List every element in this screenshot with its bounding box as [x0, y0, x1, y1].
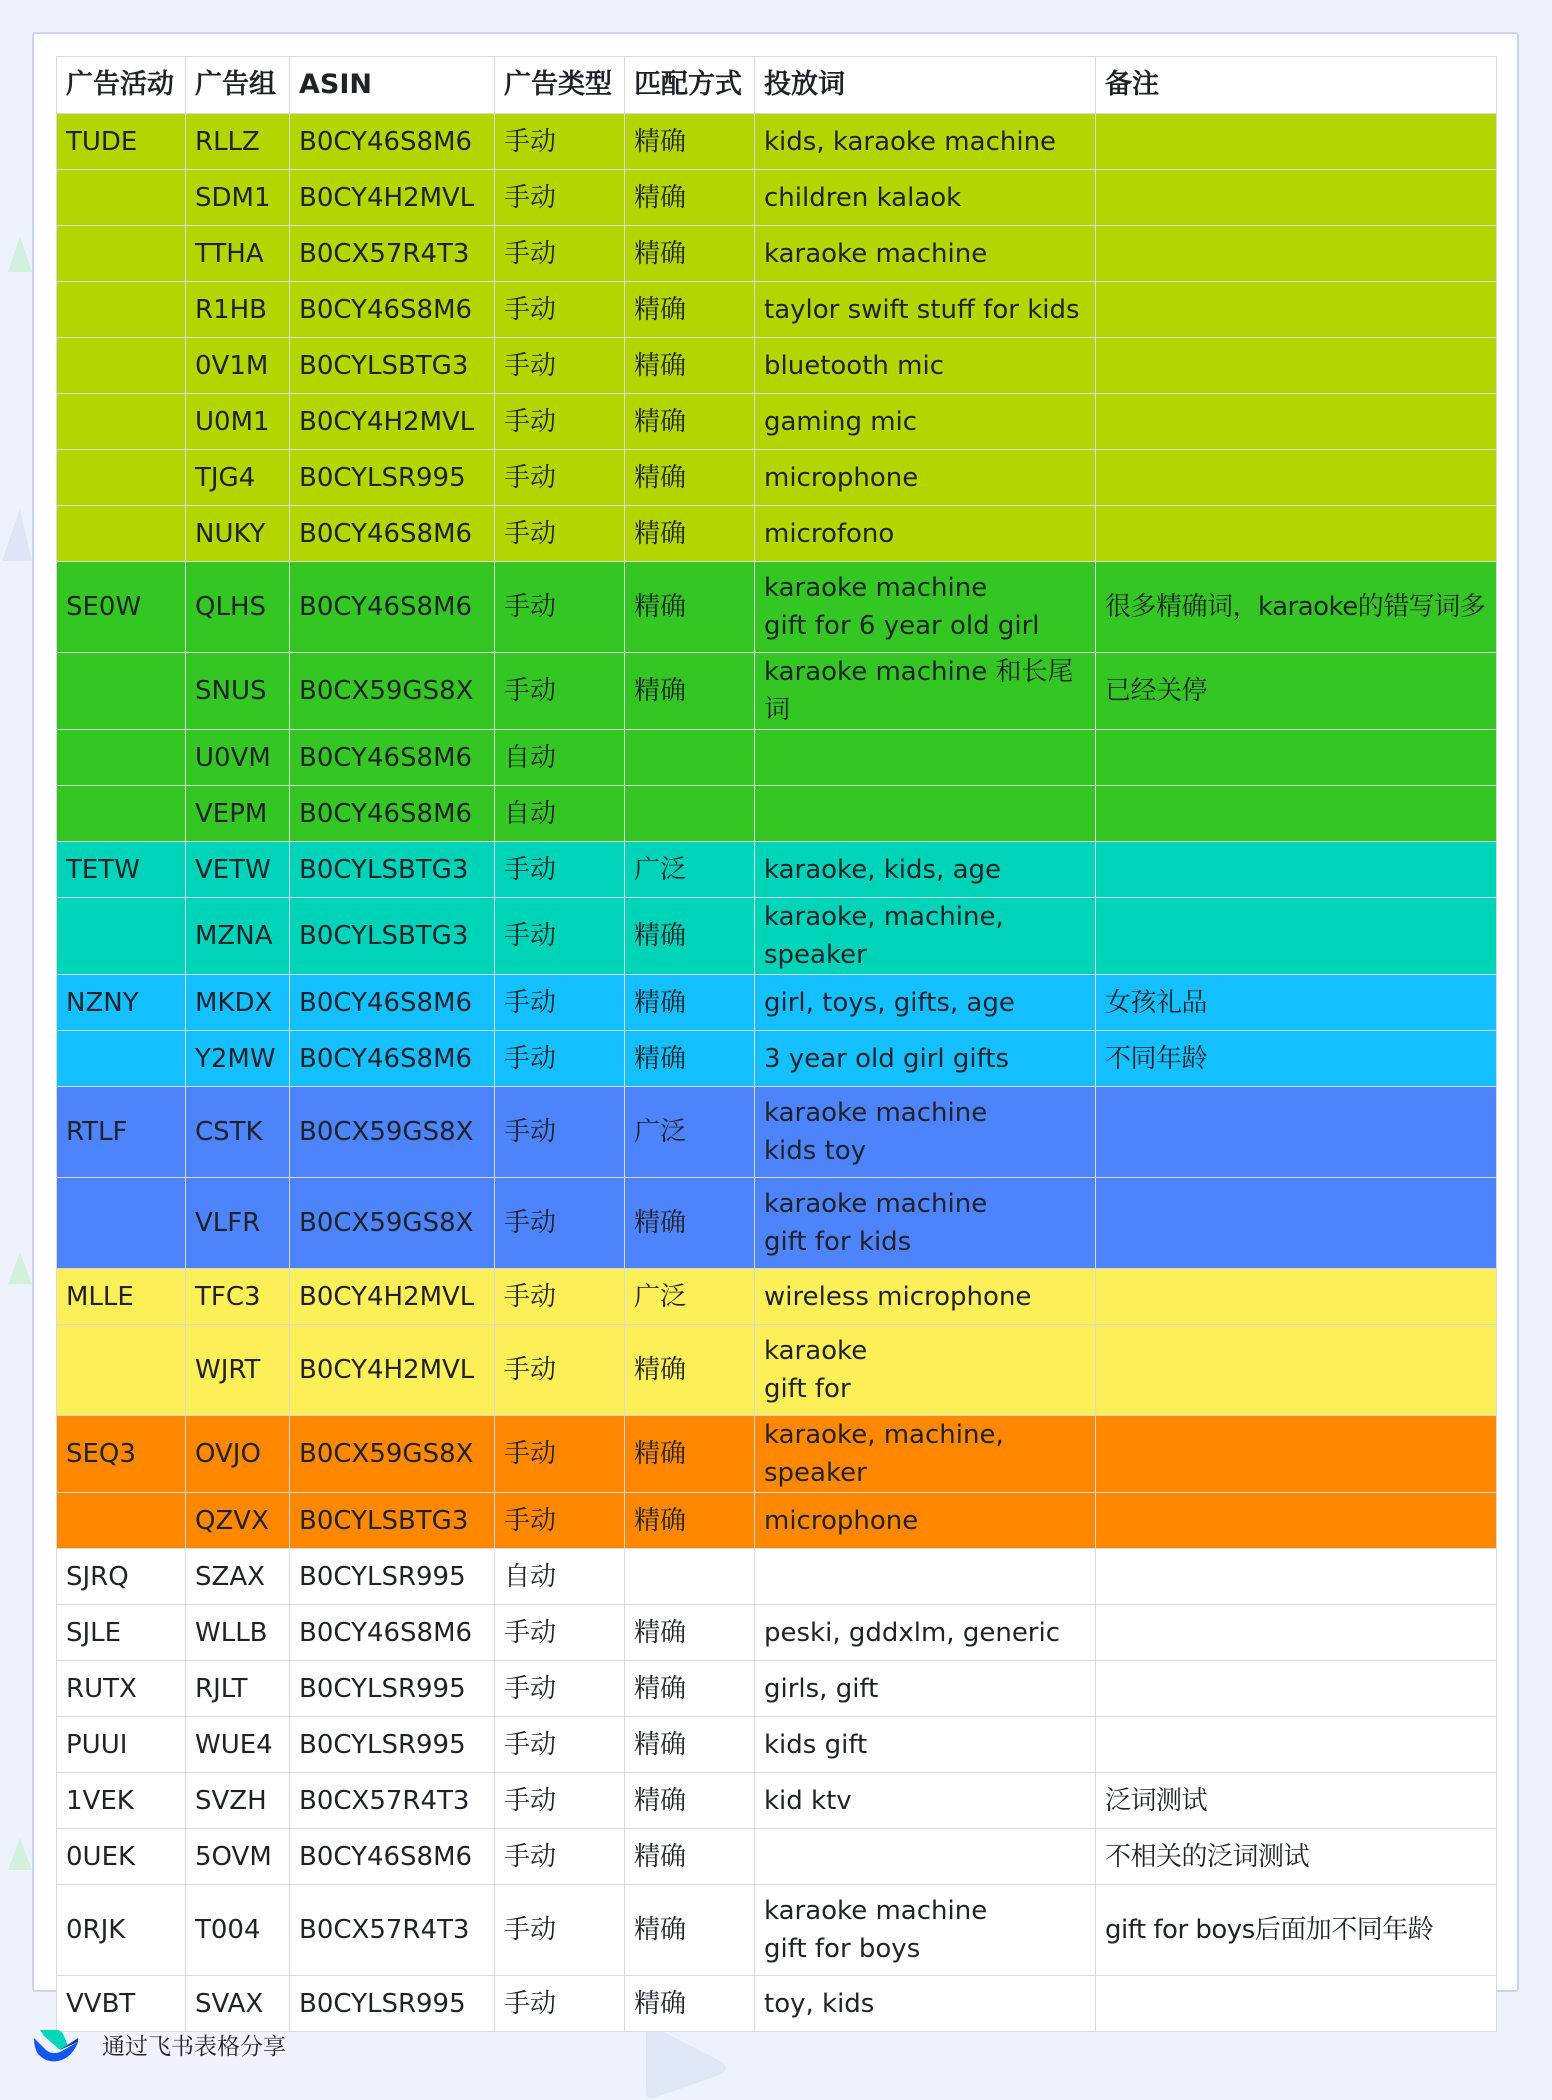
cell-match-type[interactable]: 精确: [625, 226, 755, 282]
cell-ad-group[interactable]: WUE4: [186, 1717, 290, 1773]
cell-match-type[interactable]: 精确: [625, 1976, 755, 2032]
cell-keywords[interactable]: wireless microphone: [755, 1269, 1096, 1325]
cell-asin[interactable]: B0CX57R4T3: [290, 226, 495, 282]
cell-ad-type[interactable]: 手动: [495, 1269, 625, 1325]
cell-ad-type[interactable]: 手动: [495, 1493, 625, 1549]
table-row: [57, 1325, 1497, 1416]
cell-note[interactable]: [1096, 506, 1497, 562]
cell-ad-type[interactable]: 手动: [495, 653, 625, 730]
cell-ad-group[interactable]: QZVX: [186, 1493, 290, 1549]
cell-match-type[interactable]: 精确: [625, 114, 755, 170]
cell-keywords[interactable]: karaoke machine 和长尾词: [755, 653, 1096, 730]
share-footer-text: 通过飞书表格分享: [102, 2033, 286, 2060]
cell-ad-group[interactable]: U0M1: [186, 394, 290, 450]
cell-note[interactable]: [1096, 730, 1497, 786]
cell-campaign[interactable]: TUDE: [57, 114, 186, 170]
table-row: [57, 1416, 1497, 1493]
cell-ad-group[interactable]: 5OVM: [186, 1829, 290, 1885]
table-row: [57, 1605, 1497, 1661]
cell-asin[interactable]: B0CX57R4T3: [290, 1773, 495, 1829]
cell-keywords[interactable]: karaoke, machine, speaker: [755, 898, 1096, 975]
header-notes[interactable]: 备注: [1096, 57, 1497, 114]
cell-match-type[interactable]: 精确: [625, 1773, 755, 1829]
cell-campaign[interactable]: [57, 786, 186, 842]
cell-keywords[interactable]: [755, 1829, 1096, 1885]
cell-match-type[interactable]: 精确: [625, 338, 755, 394]
cell-match-type[interactable]: 精确: [625, 394, 755, 450]
cell-campaign[interactable]: [57, 1031, 186, 1087]
cell-note[interactable]: [1096, 1976, 1497, 2032]
table-row: [57, 1661, 1497, 1717]
cell-keywords[interactable]: toy, kids: [755, 1976, 1096, 2032]
cell-keywords[interactable]: [755, 730, 1096, 786]
table-row: [57, 1031, 1497, 1087]
cell-asin[interactable]: B0CYLSR995: [290, 450, 495, 506]
table-row: [57, 1773, 1497, 1829]
cell-ad-type[interactable]: 手动: [495, 1605, 625, 1661]
table-row: [57, 1885, 1497, 1976]
cell-asin[interactable]: B0CY4H2MVL: [290, 394, 495, 450]
cell-keywords[interactable]: microfono: [755, 506, 1096, 562]
cell-asin[interactable]: B0CY4H2MVL: [290, 1269, 495, 1325]
cell-ad-group[interactable]: QLHS: [186, 562, 290, 653]
cell-asin[interactable]: B0CY4H2MVL: [290, 1325, 495, 1416]
cell-keywords[interactable]: bluetooth mic: [755, 338, 1096, 394]
cell-keywords[interactable]: [755, 786, 1096, 842]
cell-note[interactable]: [1096, 1325, 1497, 1416]
table-row: [57, 1717, 1497, 1773]
cell-note[interactable]: [1096, 842, 1497, 898]
cell-asin[interactable]: B0CX59GS8X: [290, 1087, 495, 1178]
table-row: [57, 730, 1497, 786]
table-row: [57, 170, 1497, 226]
cell-note[interactable]: 不相关的泛词测试: [1096, 1829, 1497, 1885]
header-campaign[interactable]: 广告活动: [57, 57, 186, 114]
cell-match-type[interactable]: 广泛: [625, 1269, 755, 1325]
cell-keywords[interactable]: peski, gddxlm, generic: [755, 1605, 1096, 1661]
cell-ad-group[interactable]: SDM1: [186, 170, 290, 226]
cell-campaign[interactable]: RTLF: [57, 1087, 186, 1178]
cell-match-type[interactable]: 精确: [625, 170, 755, 226]
cell-asin[interactable]: B0CX59GS8X: [290, 653, 495, 730]
cell-ad-type[interactable]: 手动: [495, 1717, 625, 1773]
table-row: [57, 282, 1497, 338]
cell-ad-group[interactable]: MKDX: [186, 975, 290, 1031]
bg-decoration-triangle-icon: [4, 1248, 34, 1288]
header-ad-group[interactable]: 广告组: [186, 57, 290, 114]
cell-keywords[interactable]: microphone: [755, 450, 1096, 506]
cell-ad-group[interactable]: RJLT: [186, 1661, 290, 1717]
cell-note[interactable]: 女孩礼品: [1096, 975, 1497, 1031]
cell-note[interactable]: [1096, 394, 1497, 450]
cell-match-type[interactable]: 精确: [625, 1031, 755, 1087]
cell-ad-type[interactable]: 手动: [495, 562, 625, 653]
cell-asin[interactable]: B0CY46S8M6: [290, 730, 495, 786]
cell-ad-type[interactable]: 手动: [495, 394, 625, 450]
cell-asin[interactable]: B0CY46S8M6: [290, 1031, 495, 1087]
cell-match-type[interactable]: 广泛: [625, 842, 755, 898]
cell-ad-group[interactable]: VLFR: [186, 1178, 290, 1269]
cell-ad-type[interactable]: 手动: [495, 114, 625, 170]
cell-ad-group[interactable]: VETW: [186, 842, 290, 898]
cell-match-type[interactable]: 精确: [625, 1493, 755, 1549]
cell-campaign[interactable]: [57, 450, 186, 506]
cell-campaign[interactable]: [57, 730, 186, 786]
cell-match-type[interactable]: 精确: [625, 282, 755, 338]
cell-ad-group[interactable]: TFC3: [186, 1269, 290, 1325]
cell-match-type[interactable]: 精确: [625, 653, 755, 730]
cell-ad-type[interactable]: 手动: [495, 1325, 625, 1416]
table-row: [57, 450, 1497, 506]
cell-campaign[interactable]: [57, 282, 186, 338]
cell-ad-type[interactable]: 手动: [495, 1661, 625, 1717]
cell-note[interactable]: [1096, 226, 1497, 282]
cell-asin[interactable]: B0CX59GS8X: [290, 1416, 495, 1493]
share-footer: [32, 2020, 286, 2068]
cell-keywords[interactable]: 3 year old girl gifts: [755, 1031, 1096, 1087]
cell-keywords[interactable]: girls, gift: [755, 1661, 1096, 1717]
cell-asin[interactable]: B0CY46S8M6: [290, 975, 495, 1031]
cell-ad-type[interactable]: 手动: [495, 226, 625, 282]
table-row: [57, 898, 1497, 975]
cell-note[interactable]: 已经关停: [1096, 653, 1497, 730]
cell-keywords[interactable]: kid ktv: [755, 1773, 1096, 1829]
cell-note[interactable]: [1096, 786, 1497, 842]
cell-campaign[interactable]: RUTX: [57, 1661, 186, 1717]
cell-match-type[interactable]: 精确: [625, 506, 755, 562]
cell-ad-type[interactable]: 手动: [495, 282, 625, 338]
cell-keywords[interactable]: children kalaok: [755, 170, 1096, 226]
cell-ad-type[interactable]: 手动: [495, 1087, 625, 1178]
cell-asin[interactable]: B0CY46S8M6: [290, 1829, 495, 1885]
cell-asin[interactable]: B0CYLSR995: [290, 1549, 495, 1605]
cell-asin[interactable]: B0CYLSBTG3: [290, 842, 495, 898]
cell-note[interactable]: [1096, 1717, 1497, 1773]
cell-ad-group[interactable]: Y2MW: [186, 1031, 290, 1087]
cell-campaign[interactable]: [57, 1325, 186, 1416]
table-row: [57, 114, 1497, 170]
table-row: [57, 226, 1497, 282]
cell-campaign[interactable]: [57, 1493, 186, 1549]
cell-ad-type[interactable]: 手动: [495, 1773, 625, 1829]
cell-note[interactable]: [1096, 1493, 1497, 1549]
cell-ad-group[interactable]: RLLZ: [186, 114, 290, 170]
cell-ad-group[interactable]: MZNA: [186, 898, 290, 975]
cell-campaign[interactable]: [57, 1178, 186, 1269]
cell-ad-type[interactable]: 手动: [495, 898, 625, 975]
cell-ad-type[interactable]: 手动: [495, 1178, 625, 1269]
cell-keywords[interactable]: karaoke machine kids toy: [755, 1087, 1096, 1178]
table-row: [57, 842, 1497, 898]
ad-campaign-table: [56, 56, 1497, 2032]
cell-keywords[interactable]: girl, toys, gifts, age: [755, 975, 1096, 1031]
cell-note[interactable]: gift for boys后面加不同年龄: [1096, 1885, 1497, 1976]
cell-note[interactable]: [1096, 282, 1497, 338]
cell-campaign[interactable]: SJRQ: [57, 1549, 186, 1605]
table-row: [57, 394, 1497, 450]
cell-asin[interactable]: B0CYLSBTG3: [290, 898, 495, 975]
cell-match-type[interactable]: 精确: [625, 1829, 755, 1885]
cell-match-type[interactable]: [625, 1549, 755, 1605]
cell-campaign[interactable]: MLLE: [57, 1269, 186, 1325]
cell-match-type[interactable]: [625, 730, 755, 786]
cell-note[interactable]: [1096, 170, 1497, 226]
cell-ad-type[interactable]: 手动: [495, 1031, 625, 1087]
cell-campaign[interactable]: VVBT: [57, 1976, 186, 2032]
table-row: [57, 653, 1497, 730]
bg-decoration-triangle-icon: [4, 1834, 34, 1874]
cell-note[interactable]: [1096, 1087, 1497, 1178]
cell-note[interactable]: 很多精确词，karaoke的错写词多: [1096, 562, 1497, 653]
cell-ad-group[interactable]: CSTK: [186, 1087, 290, 1178]
cell-asin[interactable]: B0CYLSR995: [290, 1717, 495, 1773]
cell-asin[interactable]: B0CX59GS8X: [290, 1178, 495, 1269]
cell-ad-type[interactable]: 手动: [495, 506, 625, 562]
cell-match-type[interactable]: 精确: [625, 1885, 755, 1976]
table-row: [57, 1269, 1497, 1325]
cell-note[interactable]: [1096, 1549, 1497, 1605]
cell-ad-group[interactable]: 0V1M: [186, 338, 290, 394]
header-asin[interactable]: ASIN: [290, 57, 495, 114]
cell-match-type[interactable]: 精确: [625, 562, 755, 653]
cell-note[interactable]: 泛词测试: [1096, 1773, 1497, 1829]
cell-keywords[interactable]: karaoke gift for: [755, 1325, 1096, 1416]
cell-ad-type[interactable]: 自动: [495, 1549, 625, 1605]
cell-keywords[interactable]: taylor swift stuff for kids: [755, 282, 1096, 338]
cell-asin[interactable]: B0CY46S8M6: [290, 1605, 495, 1661]
cell-asin[interactable]: B0CYLSR995: [290, 1661, 495, 1717]
header-keywords[interactable]: 投放词: [755, 57, 1096, 114]
feishu-logo-icon: [32, 2024, 80, 2064]
table-row: [57, 1087, 1497, 1178]
cell-ad-type[interactable]: 手动: [495, 170, 625, 226]
cell-keywords[interactable]: kids gift: [755, 1717, 1096, 1773]
cell-campaign[interactable]: [57, 394, 186, 450]
cell-ad-type[interactable]: 手动: [495, 450, 625, 506]
cell-ad-type[interactable]: 自动: [495, 786, 625, 842]
cell-ad-group[interactable]: TTHA: [186, 226, 290, 282]
cell-ad-group[interactable]: WLLB: [186, 1605, 290, 1661]
cell-ad-type[interactable]: 手动: [495, 1976, 625, 2032]
cell-keywords[interactable]: microphone: [755, 1493, 1096, 1549]
cell-match-type[interactable]: 精确: [625, 898, 755, 975]
cell-campaign[interactable]: SEQ3: [57, 1416, 186, 1493]
cell-ad-group[interactable]: T004: [186, 1885, 290, 1976]
cell-campaign[interactable]: [57, 170, 186, 226]
cell-keywords[interactable]: karaoke machine gift for 6 year old girl: [755, 562, 1096, 653]
cell-campaign[interactable]: PUUI: [57, 1717, 186, 1773]
table-card: [32, 32, 1519, 2019]
cell-match-type[interactable]: 广泛: [625, 1087, 755, 1178]
cell-match-type[interactable]: 精确: [625, 1325, 755, 1416]
cell-ad-group[interactable]: SNUS: [186, 653, 290, 730]
cell-note[interactable]: [1096, 898, 1497, 975]
cell-ad-type[interactable]: 手动: [495, 842, 625, 898]
cell-campaign[interactable]: 1VEK: [57, 1773, 186, 1829]
header-ad-type[interactable]: 广告类型: [495, 57, 625, 114]
cell-note[interactable]: [1096, 450, 1497, 506]
cell-asin[interactable]: B0CX57R4T3: [290, 1885, 495, 1976]
cell-asin[interactable]: B0CY46S8M6: [290, 506, 495, 562]
cell-campaign[interactable]: [57, 506, 186, 562]
cell-ad-group[interactable]: NUKY: [186, 506, 290, 562]
cell-ad-group[interactable]: SVAX: [186, 1976, 290, 2032]
cell-keywords[interactable]: karaoke machine gift for boys: [755, 1885, 1096, 1976]
cell-asin[interactable]: B0CYLSBTG3: [290, 338, 495, 394]
cell-asin[interactable]: B0CYLSBTG3: [290, 1493, 495, 1549]
cell-asin[interactable]: B0CY46S8M6: [290, 786, 495, 842]
cell-campaign[interactable]: 0UEK: [57, 1829, 186, 1885]
cell-note[interactable]: [1096, 1269, 1497, 1325]
cell-ad-type[interactable]: 手动: [495, 975, 625, 1031]
cell-campaign[interactable]: [57, 226, 186, 282]
cell-ad-group[interactable]: TJG4: [186, 450, 290, 506]
table-row: [57, 786, 1497, 842]
table-row: [57, 1549, 1497, 1605]
cell-campaign[interactable]: 0RJK: [57, 1885, 186, 1976]
cell-campaign[interactable]: NZNY: [57, 975, 186, 1031]
cell-ad-group[interactable]: OVJO: [186, 1416, 290, 1493]
cell-campaign[interactable]: SE0W: [57, 562, 186, 653]
bg-decoration-triangle-icon: [4, 232, 34, 276]
bg-decoration-play-icon: [636, 2022, 732, 2100]
cell-match-type[interactable]: [625, 786, 755, 842]
cell-match-type[interactable]: 精确: [625, 450, 755, 506]
table-row: [57, 1493, 1497, 1549]
table-row: [57, 338, 1497, 394]
cell-note[interactable]: [1096, 1605, 1497, 1661]
table-row: [57, 975, 1497, 1031]
cell-keywords[interactable]: kids, karaoke machine: [755, 114, 1096, 170]
cell-note[interactable]: [1096, 1661, 1497, 1717]
cell-ad-group[interactable]: SZAX: [186, 1549, 290, 1605]
table-row: [57, 506, 1497, 562]
cell-match-type[interactable]: 精确: [625, 1605, 755, 1661]
cell-asin[interactable]: B0CY46S8M6: [290, 114, 495, 170]
header-match-type[interactable]: 匹配方式: [625, 57, 755, 114]
cell-keywords[interactable]: karaoke, kids, age: [755, 842, 1096, 898]
cell-ad-group[interactable]: WJRT: [186, 1325, 290, 1416]
cell-match-type[interactable]: 精确: [625, 1178, 755, 1269]
cell-keywords[interactable]: karaoke, machine, speaker: [755, 1416, 1096, 1493]
cell-ad-type[interactable]: 手动: [495, 1416, 625, 1493]
cell-keywords[interactable]: karaoke machine: [755, 226, 1096, 282]
cell-match-type[interactable]: 精确: [625, 1717, 755, 1773]
cell-note[interactable]: [1096, 114, 1497, 170]
cell-ad-group[interactable]: VEPM: [186, 786, 290, 842]
cell-campaign[interactable]: [57, 898, 186, 975]
cell-ad-type[interactable]: 手动: [495, 1885, 625, 1976]
cell-keywords[interactable]: gaming mic: [755, 394, 1096, 450]
cell-ad-group[interactable]: U0VM: [186, 730, 290, 786]
cell-note[interactable]: [1096, 1178, 1497, 1269]
cell-ad-type[interactable]: 手动: [495, 338, 625, 394]
cell-keywords[interactable]: karaoke machine gift for kids: [755, 1178, 1096, 1269]
cell-note[interactable]: 不同年龄: [1096, 1031, 1497, 1087]
cell-campaign[interactable]: TETW: [57, 842, 186, 898]
cell-asin[interactable]: B0CY4H2MVL: [290, 170, 495, 226]
cell-match-type[interactable]: 精确: [625, 1661, 755, 1717]
cell-ad-type[interactable]: 自动: [495, 730, 625, 786]
cell-match-type[interactable]: 精确: [625, 975, 755, 1031]
cell-asin[interactable]: B0CY46S8M6: [290, 562, 495, 653]
cell-ad-group[interactable]: R1HB: [186, 282, 290, 338]
cell-campaign[interactable]: SJLE: [57, 1605, 186, 1661]
bg-decoration-triangle-icon: [0, 505, 34, 565]
cell-keywords[interactable]: [755, 1549, 1096, 1605]
cell-ad-type[interactable]: 手动: [495, 1829, 625, 1885]
cell-note[interactable]: [1096, 1416, 1497, 1493]
table-row: [57, 1178, 1497, 1269]
cell-campaign[interactable]: [57, 338, 186, 394]
cell-ad-group[interactable]: SVZH: [186, 1773, 290, 1829]
cell-asin[interactable]: B0CY46S8M6: [290, 282, 495, 338]
cell-match-type[interactable]: 精确: [625, 1416, 755, 1493]
table-header-row: [57, 57, 1497, 114]
table-row: [57, 562, 1497, 653]
table-row: [57, 1829, 1497, 1885]
cell-campaign[interactable]: [57, 653, 186, 730]
cell-note[interactable]: [1096, 338, 1497, 394]
cell-asin[interactable]: B0CYLSR995: [290, 1976, 495, 2032]
